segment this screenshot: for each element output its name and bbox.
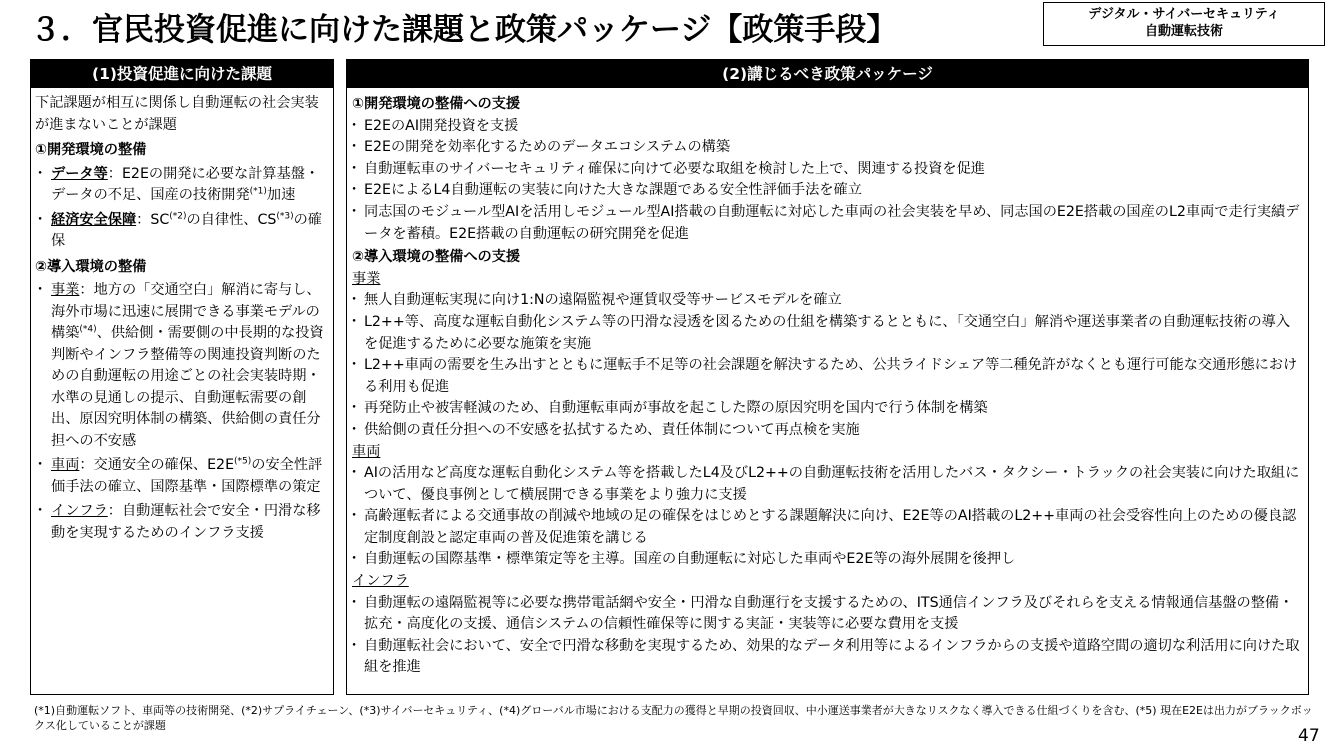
issue-text: ：交通安全の確保、E2E xyxy=(79,457,235,473)
issues-panel xyxy=(30,59,334,695)
policy-item: ・ 自動運転の遠隔監視等に必要な携帯電話網や安全・円滑な自動運行を支援するための、ITS通信インフラ及びそれらを支える情報通信基盤の整備・拡充・高度化の支援、通信システムの信頼性確保等に関する実証・実装等に必要な費用を支援 xyxy=(352,593,1304,636)
policy-item: ・ E2EによるL4自動運転の実装に向けた大きな課題である安全性評価手法を確立 xyxy=(352,180,1304,202)
issue-text: の確保 xyxy=(51,211,322,249)
policy-item: ・ 同志国のモジュール型AIを活用しモジュール型AI搭載の自動運転に対応した車両の社会実装を早め、同志国のE2E搭載の国産のL2車両で走行実績データを蓄積。E2E搭載の自動運転の研究開発を促進 xyxy=(352,202,1304,245)
policy-section1-title: ①開発環境の整備への支援 xyxy=(352,96,521,112)
page-number: 47 xyxy=(1298,726,1320,746)
issue-infra xyxy=(35,501,329,544)
policy-section2-title: ②導入環境の整備への支援 xyxy=(352,249,521,266)
issue-keyword: 事業 xyxy=(51,282,80,298)
policy-item: ・ AIの活用など高度な運転自動化システム等を搭載したL4及びL2++の自動運転技術を活用したバス・タクシー・トラックの社会実装に向けた取組について、優良事例として横展開できる事業をより強力に支援 xyxy=(352,463,1304,506)
policy-subheading-business: 事業 xyxy=(352,270,381,287)
issues-intro: 下記課題が相互に関係し自動運転の社会実装が進まないことが課題 xyxy=(35,95,319,133)
policy-item: ・ 自動運転車のサイバーセキュリティ確保に向けて必要な取組を検討した上で、関連する投資を促進 xyxy=(352,159,1304,181)
issue-text: の自律性、CS xyxy=(186,211,277,228)
issues-panel-header: (1)投資促進に向けた課題 xyxy=(31,60,333,88)
policy-panel xyxy=(346,59,1309,695)
issue-keyword: インフラ xyxy=(51,503,108,519)
footnote-ref: (*5) xyxy=(234,456,252,467)
policy-item: ・ 供給側の責任分担への不安感を払拭するため、責任体制について再点検を実施 xyxy=(352,420,1304,442)
policy-item: ・ 高齢運転者による交通事故の削減や地域の足の確保をはじめとする課題解決に向け、E2E等のAI搭載のL2++車両の社会受容性向上のための優良認定制度創設と認定車両の普及促進策を講じる xyxy=(352,506,1304,549)
issues-section2-title: ②導入環境の整備 xyxy=(35,258,147,275)
issue-text: ：SC xyxy=(136,211,170,228)
issue-text: ：E2Eの開発に必要な計算基盤・データの不足、国産の技術開発 xyxy=(51,165,320,203)
policy-item: ・ 再発防止や被害軽減のため、自動運転車両が事故を起こした際の原因究明を国内で行う体制を構築 xyxy=(352,398,1304,420)
issue-keyword: 経済安全保障 xyxy=(51,211,137,228)
footnote: (*1)自動運転ソフト、車両等の技術開発、(*2)サプライチェーン、(*3)サイバーセキュリティ、(*4)グローバル市場における支配力の獲得と早期の投資回収、中小運送事業者が大きなリスクなく導入できる仕組づくりを含む、(*5) 現在E2Eは出力がブラックボックス化していることが課題 xyxy=(34,704,1313,732)
issue-economic-security xyxy=(35,210,329,253)
category-tag xyxy=(1043,2,1325,46)
issue-business xyxy=(35,280,329,452)
policy-item: ・ 自動運転の国際基準・標準策定等を主導。国産の自動運転に対応した車両やE2E等の海外展開を後押し xyxy=(352,549,1304,571)
issue-text: 加速 xyxy=(266,187,296,203)
policy-item: ・ 無人自動運転実現に向け1:Nの遠隔監視や運賃収受等サービスモデルを確立 xyxy=(352,290,1304,312)
policy-item: ・ E2EのAI開発投資を支援 xyxy=(352,116,1304,138)
footnote-ref: (*2) xyxy=(169,210,187,221)
policy-item: ・ E2Eの開発を効率化するためのデータエコシステムの構築 xyxy=(352,137,1304,159)
policy-item: ・ L2++等、高度な運転自動化システム等の円滑な浸透を図るための仕組を構築するとともに、「交通空白」解消や運送事業者の自動運転技術の導入を促進するために必要な施策を実施 xyxy=(352,312,1304,355)
category-tag-line1: デジタル・サイバーセキュリティ xyxy=(1088,7,1280,22)
footnote-ref: (*3) xyxy=(276,210,294,221)
category-tag-line2: 自動運転技術 xyxy=(1144,24,1223,39)
issues-section1-title: ①開発環境の整備 xyxy=(35,142,147,158)
footnote-ref: (*4) xyxy=(79,324,97,335)
issue-text: 、供給側・需要側の中長期的な投資判断やインフラ整備等の関連投資判断のための自動運転の用途ごとの社会実装時期・水準の見通しの提示、自動運転需要の創出、原因究明体制の構築、供給側の責任分担への不安感 xyxy=(51,325,324,449)
issue-text: の安全性評価手法の確立、国際基準・国際標準の策定 xyxy=(51,457,323,495)
policy-panel-header: (2)講じるべき政策パッケージ xyxy=(347,60,1308,88)
policy-subheading-vehicle: 車両 xyxy=(352,443,381,460)
issue-keyword: データ等 xyxy=(51,165,108,182)
issue-text: ：自動運転社会で安全・円滑な移動を実現するためのインフラ支援 xyxy=(51,503,321,541)
policy-item: ・ L2++車両の需要を生み出すとともに運転手不足等の社会課題を解決するため、公共ライドシェア等二種免許がなくとも運行可能な交通形態における利用も促進 xyxy=(352,355,1304,398)
policy-item: ・ 自動運転社会において、安全で円滑な移動を実現するため、効果的なデータ利用等によるインフラからの支援や道路空間の適切な利活用に向けた取組を推進 xyxy=(352,636,1304,679)
issue-data xyxy=(35,164,329,207)
issue-text: ：地方の「交通空白」解消に寄与し、海外市場に迅速に展開できる事業モデルの構築 xyxy=(51,282,321,341)
issue-vehicle xyxy=(35,455,329,498)
page-title: ３．官民投資促進に向けた課題と政策パッケージ【政策手段】 xyxy=(30,12,898,48)
footnote-ref: (*1) xyxy=(249,186,267,197)
policy-subheading-infra: インフラ xyxy=(352,573,409,590)
issue-keyword: 車両 xyxy=(51,457,80,473)
